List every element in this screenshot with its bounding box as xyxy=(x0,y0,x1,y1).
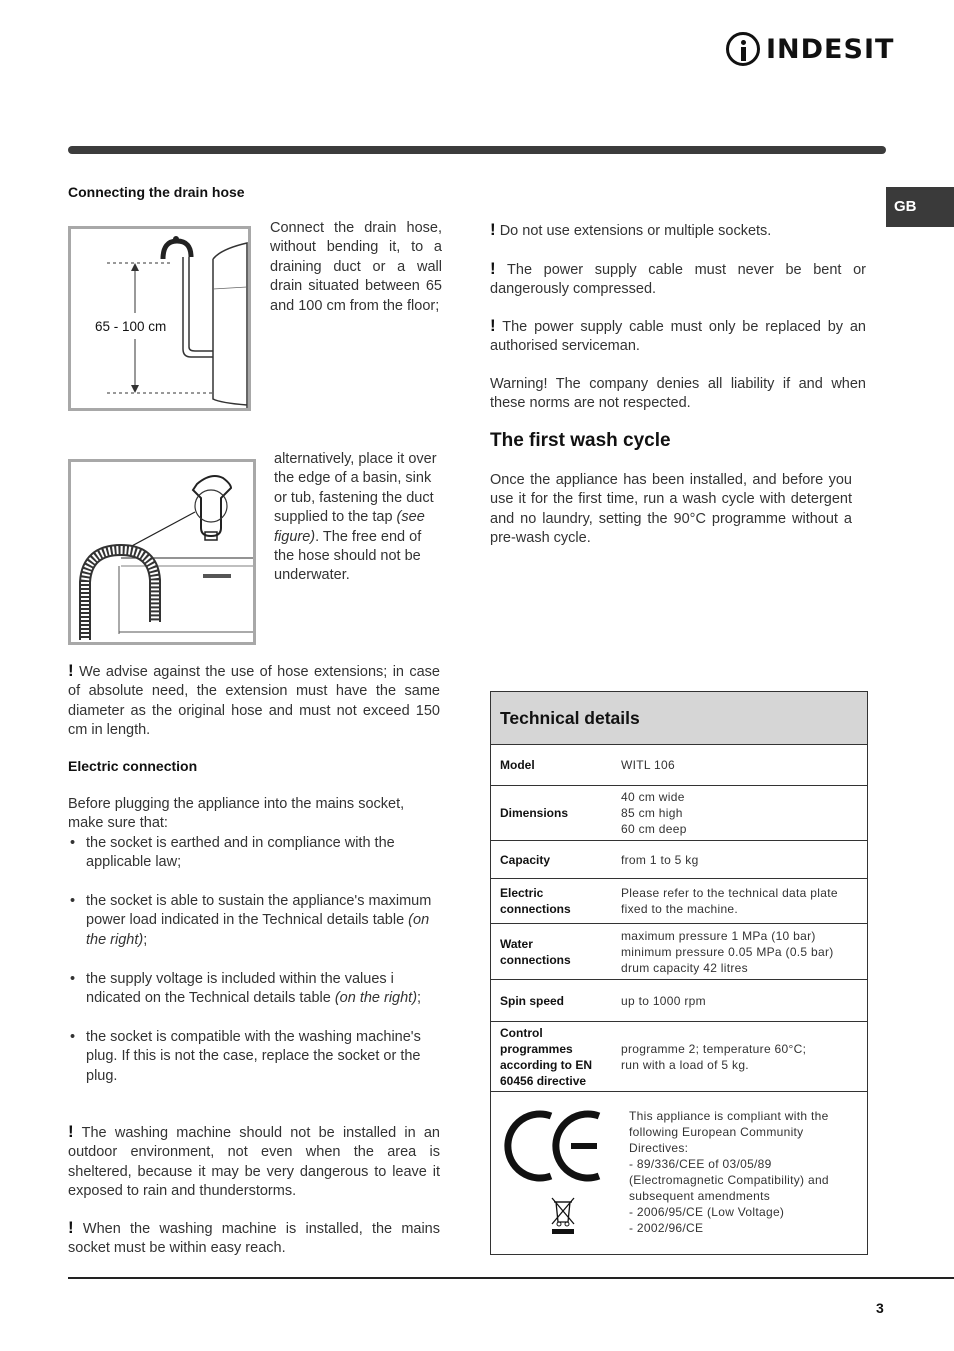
drain-hose-instructions: Connect the drain hose, without bending it, to a draining duct or a wall drain situated between 65 and 100 cm from the floor; xyxy=(270,220,442,314)
basin-text-main: alternatively, place it over the edge of a basin, sink or tub, fastening the duct supplied to the tap xyxy=(274,451,437,526)
row-value: Please refer to the technical data plate fixed to the machine. xyxy=(621,886,838,916)
list-item: • the supply voltage is included within the values i ndicated on the Technical details table (on the right); xyxy=(68,970,440,1009)
header-divider xyxy=(68,146,886,154)
footer-divider xyxy=(68,1277,954,1279)
basin-hose-illustration xyxy=(71,462,253,642)
basin-hose-instructions xyxy=(274,450,444,586)
electric-checklist xyxy=(68,834,440,1086)
warning-mark: ! xyxy=(68,661,74,680)
reach-warning-text: When the washing machine is installed, the mains socket must be within easy reach. xyxy=(68,1221,440,1257)
hose-extension-warning xyxy=(68,661,440,741)
row-value: programme 2; temperature 60°C; run with a load of 5 kg. xyxy=(621,1041,807,1072)
list-item: • the socket is able to sustain the appliance's maximum power load indicated in the Technical details table (on the right); xyxy=(68,892,440,950)
extension-warning: ! Do not use extensions or multiple sockets. xyxy=(490,220,772,239)
socket-reach-warning xyxy=(68,1218,440,1259)
row-label: Water connections xyxy=(500,936,571,967)
language-tab[interactable]: GB xyxy=(886,187,954,227)
compliance-text: This appliance is compliant with the following European Community Directives: - 89/336/CEE of 03/05/89 (Electromagnetic Compatibility) and subsequent amendments - 2006/95/CE (Low Voltage) - 2002/96/CE xyxy=(629,1109,829,1235)
weee-bin-icon xyxy=(550,1196,576,1234)
basin-text-end: . The free end of the hose should not be underwater. xyxy=(274,528,422,584)
row-value: maximum pressure 1 MPa (10 bar) minimum pressure 0.05 MPa (0.5 bar) drum capacity 42 litres xyxy=(621,928,834,975)
outdoor-warning xyxy=(68,1122,440,1202)
table-row xyxy=(491,841,867,879)
table-row xyxy=(491,879,867,924)
height-range-label: 65 - 100 cm xyxy=(95,319,167,334)
row-value: from 1 to 5 kg xyxy=(621,852,699,867)
outdoor-warning-text: The washing machine should not be installed in an outdoor environment, not even when the area is sheltered, because it may be very dangerous to leave it exposed to rain and thunderstorms. xyxy=(68,1125,440,1200)
electric-intro: Before plugging the appliance into the mains socket, make sure that: xyxy=(68,796,405,832)
warning-mark: ! xyxy=(490,259,496,278)
first-wash-text: Once the appliance has been installed, and before you use it for the first time, run a wash cycle with detergent and no laundry, setting the 90°C programme without a pre-wash cycle. xyxy=(490,472,852,547)
drain-height-figure xyxy=(68,226,251,411)
indesit-logo-icon xyxy=(726,32,760,66)
warning-mark: ! xyxy=(68,1218,74,1237)
table-row xyxy=(491,980,867,1022)
list-item: • the socket is compatible with the washing machine's plug. If this is not the case, replace the socket or the plug. xyxy=(68,1028,440,1086)
compliance-marks xyxy=(491,1092,629,1254)
technical-details-title: Technical details xyxy=(491,692,867,745)
list-item: • the socket is earthed and in compliance with the applicable law; xyxy=(68,834,440,873)
cable-replace-warning: ! The power supply cable must only be replaced by an authorised serviceman. xyxy=(490,316,866,355)
page-number: 3 xyxy=(876,1300,884,1316)
row-label: Electric connections xyxy=(500,886,571,916)
table-row xyxy=(491,745,867,786)
row-label: Spin speed xyxy=(500,993,565,1008)
liability-notice: Warning! The company denies all liability if and when these norms are not respected. xyxy=(490,376,866,412)
table-row xyxy=(491,1022,867,1092)
warning-mark: ! xyxy=(490,316,496,335)
row-label: Control programmes according to EN 60456 directive xyxy=(500,1025,593,1088)
brand-logo xyxy=(726,32,894,66)
row-value: 40 cm wide 85 cm high 60 cm deep xyxy=(621,790,687,836)
drain-hose-heading: Connecting the drain hose xyxy=(68,184,245,200)
brand-name: INDESIT xyxy=(766,33,895,65)
table-row xyxy=(491,924,867,980)
warning-mark: ! xyxy=(490,220,496,239)
electric-connection-heading: Electric connection xyxy=(68,758,198,774)
table-row xyxy=(491,786,867,841)
row-value: up to 1000 rpm xyxy=(621,993,706,1008)
row-value: WITL 106 xyxy=(621,758,675,772)
compliance-row xyxy=(491,1092,867,1254)
hose-warning-text: We advise against the use of hose extensions; in case of absolute need, the extension must have the same diameter as the original hose and must not exceed 150 cm in length. xyxy=(68,664,440,739)
technical-details-table xyxy=(490,691,868,1255)
basin-text-see-figure: (see figure) xyxy=(274,509,425,545)
row-label: Dimensions xyxy=(500,806,569,820)
first-wash-heading: The first wash cycle xyxy=(490,430,671,451)
row-label: Capacity xyxy=(500,852,551,867)
warning-mark: ! xyxy=(68,1122,74,1141)
electric-connection-section xyxy=(68,795,440,1105)
cable-bend-warning: ! The power supply cable must never be bent or dangerously compressed. xyxy=(490,259,866,298)
basin-hose-figure xyxy=(68,459,256,645)
row-label: Model xyxy=(500,758,535,772)
